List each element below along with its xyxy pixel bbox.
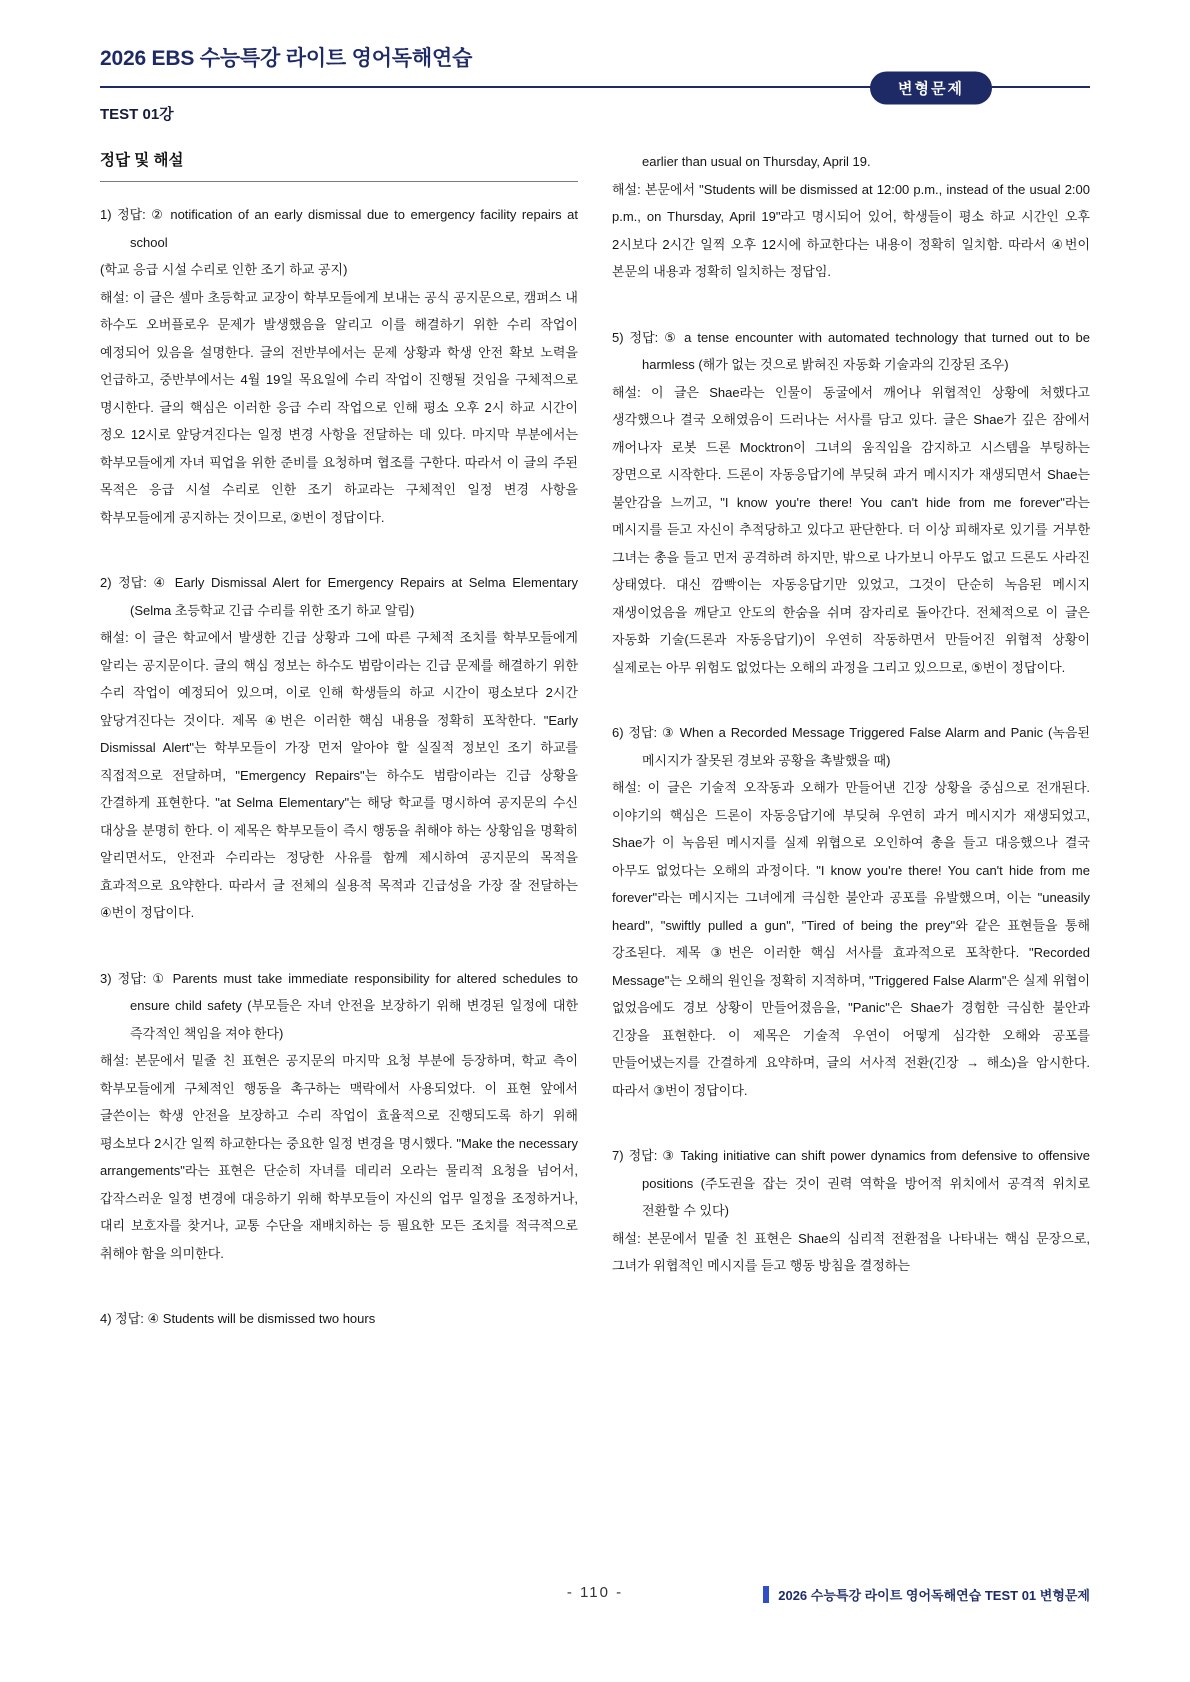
answer-explanation-2: 해설: 이 글은 학교에서 발생한 긴급 상황과 그에 따른 구체적 조치를 학부모들에게 알리는 공지문이다. 글의 핵심 정보는 하수도 범람이라는 긴급 문제를 해결하기 위한 수리 작업이 예정되어 있으며, 이로 인해 학생들의 하교 시간이 평소보다 2시간 앞당겨진다는 것이다. 제목 ④번은 이러한 핵심 내용을 정확히 포착한다. "Early Dismissal Alert"는 학부모들이 가장 먼저 알아야 할 실질적 정보인 조기 하교를 직접적으로 전달하며, "Emergency Repairs"는 하수도 범람이라는 긴급 상황을 간결하게 표현한다. "at Selma Elementary"는 해당 학교를 명시하여 공지문의 수신 대상을 분명히 한다. 이 제목은 학부모들이 즉시 행동을 취해야 하는 상황임을 명확히 알리면서도, 안전과 수리라는 정당한 사유를 함께 제시하여 공지문의 목적을 효과적으로 요약한다. 따라서 글 전체의 실용적 목적과 긴급성을 가장 잘 전달하는 ④번이 정답이다. bbox=[100, 630, 578, 920]
book-title: 2026 EBS 수능특강 라이트 영어독해연습 bbox=[100, 47, 473, 70]
footer-bar-icon bbox=[763, 1586, 769, 1603]
answer-heading-2: 2) 정답: ④ Early Dismissal Alert for Emergency Repairs at Selma Elementary (Selma 초등학교 긴급 수리를 위한 조기 하교 알림) bbox=[100, 575, 578, 618]
page-footer bbox=[100, 1584, 1090, 1608]
answer-note-1: (학교 응급 시설 수리로 인한 조기 하교 공지) bbox=[100, 262, 348, 277]
footer-label bbox=[763, 1585, 1090, 1604]
header-rule bbox=[100, 80, 1090, 98]
left-column bbox=[100, 148, 578, 1553]
answer-item-3 bbox=[100, 965, 578, 1268]
section-title: 정답 및 해설 bbox=[100, 152, 184, 169]
answer-item-4-start bbox=[100, 1305, 578, 1333]
answer-heading-3: 3) 정답: ① Parents must take immediate responsibility for altered schedules to ensure child safety (부모들은 자녀 안전을 보장하기 위해 변경된 일정에 대한 즉각적인 책임을 져야 한다) bbox=[100, 970, 578, 1041]
page-content bbox=[100, 42, 1090, 1553]
answer-explanation-1: 해설: 이 글은 셀마 초등학교 교장이 학부모들에게 보내는 공식 공지문으로, 캠퍼스 내 하수도 오버플로우 문제가 발생했음을 알리고 이를 해결하기 위한 수리 작업이 예정되어 있음을 설명한다. 글의 전반부에서는 문제 상황과 학생 안전 확보 노력을 언급하고, 중반부에서는 4월 19일 목요일에 수리 작업이 진행될 것임을 구체적으로 명시한다. 글의 핵심은 이러한 응급 수리 작업으로 인해 평소 오후 2시 하교 시간이 정오 12시로 앞당겨진다는 일정 변경 사항을 전달하는 데 있다. 마지막 부분에서는 학부모들에게 자녀 픽업을 위한 준비를 요청하며 협조를 구한다. 따라서 이 글의 주된 목적은 응급 시설 수리로 인한 조기 하교라는 구체적인 일정 변경 사항을 학부모들에게 공지하는 것이므로, ②번이 정답이다. bbox=[100, 289, 578, 525]
answer-item-4-continued bbox=[612, 148, 1090, 286]
answer-explanation-6: 해설: 이 글은 기술적 오작동과 오해가 만들어낸 긴장 상황을 중심으로 전개된다. 이야기의 핵심은 드론이 자동응답기에 부딪혀 우연히 과거 메시지가 재생되었고, Shae가 이 녹음된 메시지를 실제 위협으로 오인하여 총을 들고 대응했으나 결국 아무도 없었다는 오해의 과정이다. "I know you're there! You can't hide from me forever"라는 메시지는 그녀에게 극심한 불안과 공포를 유발했으며, 이는 "uneasily heard", "swiftly pulled a gun", "Tired of being the prey"와 같은 표현들을 통해 강조된다. 제목 ③번은 이러한 핵심 서사를 효과적으로 포착한다. "Recorded Message"는 오해의 원인을 정확히 지적하며, "Triggered False Alarm"은 실제 위협이 없었음에도 경보 상황이 만들어졌음을, "Panic"은 Shae가 경험한 극심한 불안과 긴장을 표현한다. 이 제목은 기술적 우연이 어떻게 심각한 오해와 공포를 만들어냈는지를 간결하게 요약하며, 글의 서사적 전환(긴장 → 해소)을 암시한다. 따라서 ③번이 정답이다. bbox=[612, 780, 1090, 1098]
answer-heading-4-start: 4) 정답: ④ Students will be dismissed two hours bbox=[100, 1311, 376, 1326]
answer-heading-1: 1) 정답: ② notification of an early dismissal due to emergency facility repairs at school bbox=[100, 207, 578, 250]
section-title-rule bbox=[100, 181, 578, 182]
answer-heading-5: 5) 정답: ⑤ a tense encounter with automated technology that turned out to be harmless (해가 없는 것으로 밝혀진 자동화 기술과의 긴장된 조우) bbox=[612, 329, 1090, 372]
answer-explanation-7: 해설: 본문에서 밑줄 친 표현은 Shae의 심리적 전환점을 나타내는 핵심 문장으로, 그녀가 위협적인 메시지를 듣고 행동 방침을 결정하는 bbox=[612, 1230, 1090, 1273]
variant-problem-badge: 변형문제 bbox=[870, 72, 992, 105]
page-number: - 110 - bbox=[566, 1584, 624, 1601]
answer-item-7 bbox=[612, 1142, 1090, 1280]
answer-explanation-3: 해설: 본문에서 밑줄 친 표현은 공지문의 마지막 요청 부분에 등장하며, 학교 측이 학부모들에게 구체적인 행동을 촉구하는 맥락에서 사용되었다. 이 표현 앞에서 글쓴이는 학생 안전을 보장하고 수리 작업이 효율적으로 진행되도록 하기 위해 평소보다 2시간 일찍 하교한다는 중요한 일정 변경을 명시했다. "Make the necessary arrangements"라는 표현은 단순히 자녀를 데리러 오라는 물리적 요청을 넘어서, 갑작스러운 일정 변경에 대응하기 위해 학부모들이 자신의 업무 일정을 조정하거나, 대리 보호자를 찾거나, 교통 수단을 재배치하는 등 필요한 모든 조치를 적극적으로 취해야 함을 의미한다. bbox=[100, 1053, 578, 1261]
answer-heading-6: 6) 정답: ③ When a Recorded Message Triggered False Alarm and Panic (녹음된 메시지가 잘못된 경보와 공황을 촉발했을 때) bbox=[612, 725, 1090, 768]
answer-explanation-5: 해설: 이 글은 Shae라는 인물이 동굴에서 깨어나 위협적인 상황에 처했다고 생각했으나 결국 오해였음이 드러나는 서사를 담고 있다. 글은 Shae가 깊은 잠에서 깨어나자 로봇 드론 Mocktron이 그녀의 움직임을 감지하고 시스템을 부팅하는 장면으로 시작한다. 드론이 자동응답기에 부딪혀 과거 메시지가 재생되면서 Shae는 불안감을 느끼고, "I know you're there! You can't hide from me forever"라는 메시지를 듣고 자신이 추적당하고 있다고 판단한다. 더 이상 피해자로 있기를 거부한 그녀는 총을 들고 먼저 공격하려 하지만, 밖으로 나가보니 아무도 없고 드론도 사라진 상태였다. 대신 깜빡이는 자동응답기만 있었고, 그것이 단순히 녹음된 메시지 재생이었음을 깨닫고 안도의 한숨을 쉬며 잠자리로 돌아간다. 전체적으로 이 글은 자동화 기술(드론과 자동응답기)이 우연히 작동하면서 만들어진 위협적 상황이 실제로는 아무 위험도 없었다는 오해의 과정을 그리고 있으므로, ⑤번이 정답이다. bbox=[612, 384, 1090, 675]
answer-item-6 bbox=[612, 719, 1090, 1104]
page-header bbox=[100, 42, 1090, 124]
right-column bbox=[612, 148, 1090, 1553]
test-label: TEST 01강 bbox=[100, 106, 174, 123]
two-column-body bbox=[100, 148, 1090, 1553]
answer-explanation-4: 해설: 본문에서 "Students will be dismissed at 12:00 p.m., instead of the usual 2:00 p.m., on Thursday, April 19"라고 명시되어 있어, 학생들이 평소 하교 시간인 오후 2시보다 2시간 일찍 오후 12시에 하교한다는 내용이 정확히 일치함. 따라서 ④번이 본문의 내용과 정확히 일치하는 정답임. bbox=[612, 181, 1090, 279]
answer-heading-4-continued: earlier than usual on Thursday, April 19. bbox=[642, 154, 871, 169]
answer-item-2 bbox=[100, 569, 578, 927]
answer-item-5 bbox=[612, 324, 1090, 682]
answer-item-1 bbox=[100, 201, 578, 531]
footer-label-text: 2026 수능특강 라이트 영어독해연습 TEST 01 변형문제 bbox=[778, 1588, 1090, 1603]
answer-heading-7: 7) 정답: ③ Taking initiative can shift power dynamics from defensive to offensive positions (주도권을 잡는 것이 권력 역학을 방어적 위치에서 공격적 위치로 전환할 수 있다) bbox=[612, 1148, 1090, 1218]
